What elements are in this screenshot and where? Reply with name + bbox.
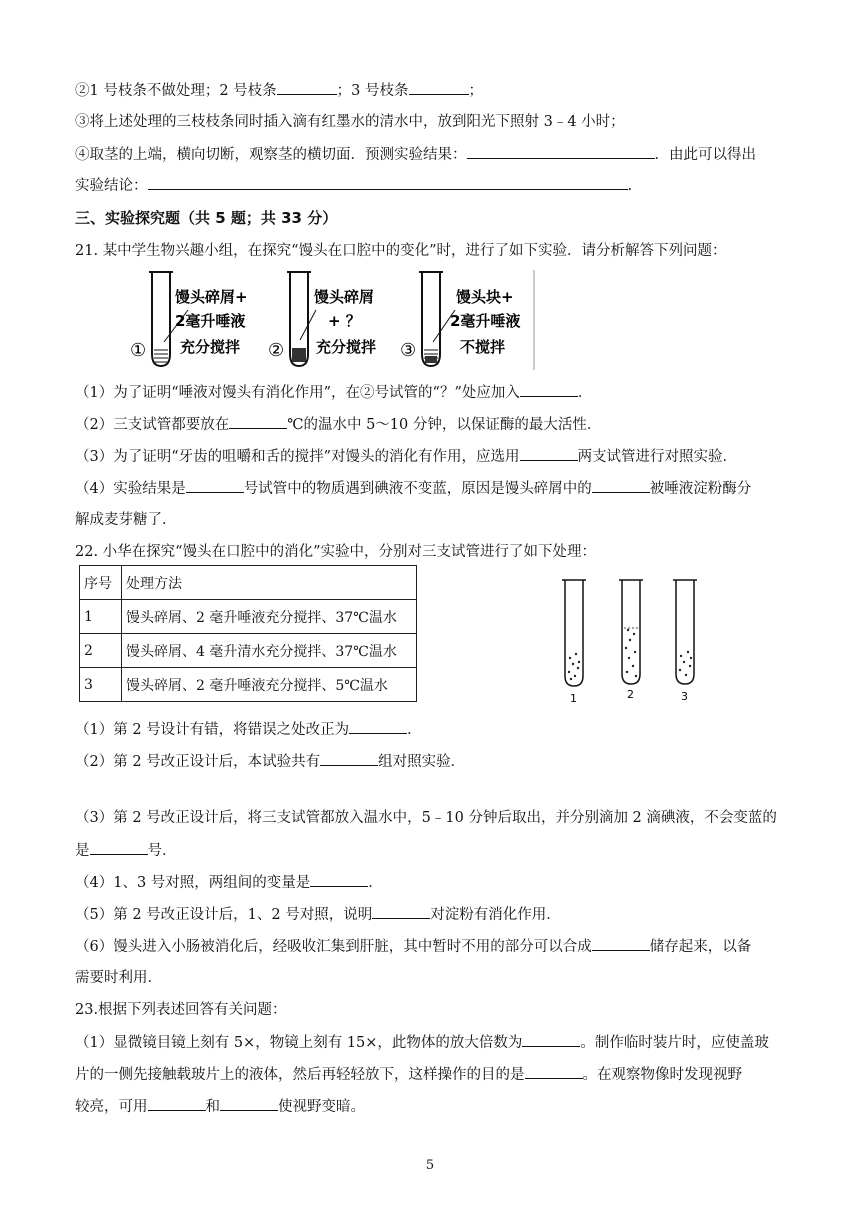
table-header-row [80,566,417,600]
step-2-line [75,80,483,101]
q22-sub-2-end: 组对照实验． [378,754,466,770]
answer-blank[interactable] [148,175,628,190]
q22-sub-5-text: （5）第 2 号改正设计后，1、2 号对照，说明 [75,907,373,923]
q23-intro: 23.根据下列表述回答有关问题： [75,1002,287,1018]
answer-blank[interactable] [320,751,378,766]
tube-label: 2 [627,688,634,701]
tube-1-label-line-2: 2毫升唾液 [175,312,246,330]
q21-sub-4-text: （4）实验结果是 [75,481,186,497]
step-4-line [75,144,756,165]
answer-blank[interactable] [220,1096,278,1111]
answer-blank[interactable] [229,414,287,429]
answer-blank[interactable] [592,936,650,951]
conclusion-line [75,175,632,196]
q21-sub-4-text-b: 号试管中的物质遇到碘液不变蓝，原因是馒头碎屑中的 [243,481,592,497]
step-4-text: ④取茎的上端，横向切断，观察茎的横切面．预测实验结果： [75,147,467,163]
q22-intro: 22. 小华在探究“馒头在口腔中的消化”实验中，分别对三支试管进行了如下处理： [75,544,596,560]
tube-1-label-line-3: 充分搅拌 [180,338,241,356]
answer-blank[interactable] [148,1096,206,1111]
q22-sub-4-text: （4）1、3 号对照，两组间的变量是 [75,875,311,891]
col-header-method: 处理方法 [122,566,417,600]
cell-method: 馒头碎屑、2 毫升唾液充分搅拌、5℃温水 [122,668,417,702]
test-tube-icon [562,580,586,686]
q21-sub-3-text: （3）为了证明“牙齿的咀嚼和舌的搅拌”对馒头的消化有作用，应选用 [75,449,520,465]
q21-intro: 21. 某中学生物兴趣小组，在探究“馒头在口腔中的变化”时，进行了如下实验．请分析解答下列问题： [75,243,727,259]
q22-sub-3: （3）第 2 号改正设计后，将三支试管都放入温水中，5﹣10 分钟后取出，并分别滴加 2 滴碘液，不会变蓝的 [75,810,777,826]
q23-line-3-text: 较亮，可用 [75,1099,148,1115]
answer-blank[interactable] [525,1064,583,1079]
q22-sub-3-cont [75,840,177,861]
page-number: 5 [425,1158,435,1173]
q21-sub-1-end: ． [577,385,593,401]
step-4-text-b: ．由此可以得出 [654,147,756,163]
q23-sub-1-text-b: 。制作临时装片时，应使盖玻 [580,1035,769,1051]
answer-blank[interactable] [467,144,655,159]
q22-sub-4 [75,872,383,893]
tube-3-label-line-3: 不搅拌 [460,338,506,356]
q21-test-tube-figure [130,270,540,370]
step-2-text: ②1 号枝条不做处理；2 号枝条 [75,83,277,99]
q21-sub-3-end: 两支试管进行对照实验． [577,449,738,465]
conclusion-label: 实验结论： [75,178,148,194]
tube-2-label-line-1: 馒头碎屑 [314,288,375,306]
q22-test-tube-figure [560,578,710,706]
q21-sub-2-text: （2）三支试管都要放在 [75,417,230,433]
tube-2-label-line-3: 充分搅拌 [316,338,377,356]
q23-sub-1 [75,1032,769,1053]
q22-sub-1 [75,719,422,740]
q22-sub-3-end: 号． [147,843,177,859]
q22-sub-6-text-b: 储存起来，以备 [649,939,752,955]
q21-sub-4 [75,478,751,499]
table-row [80,600,417,634]
answer-blank[interactable] [186,478,244,493]
q23-sub-1-line-2 [75,1064,742,1085]
cell-number: 1 [80,600,122,634]
q23-line-2-text-b: 。在观察物像时发现视野 [582,1067,742,1083]
answer-blank[interactable] [90,840,148,855]
answer-blank[interactable] [520,446,578,461]
q22-sub-3-text-b: 是 [75,843,90,859]
answer-blank[interactable] [349,719,407,734]
q22-sub-5-end: 对淀粉有消化作用． [430,907,561,923]
q22-sub-2 [75,751,465,772]
answer-blank[interactable] [310,872,368,887]
q22-sub-2-text: （2）第 2 号改正设计后，本试验共有 [75,754,321,770]
q21-sub-1 [75,382,592,403]
q22-sub-6-cont: 需要时利用． [75,970,162,986]
step-3-line: ③将上述处理的三枝枝条同时插入滴有红墨水的清水中，放到阳光下照射 3﹣4 小时； [75,114,625,130]
q23-line-2-text: 片的一侧先接触载玻片上的液体，然后再轻轻放下，这样操作的目的是 [75,1067,525,1083]
q23-sub-1-text: （1）显微镜目镜上刻有 5×，物镜上刻有 15×，此物体的放大倍数为 [75,1035,523,1051]
conclusion-end: . [627,178,633,194]
step-2-text-c: ； [468,83,484,99]
q22-sub-4-end: ． [368,875,383,891]
col-header-number: 序号 [80,566,122,600]
q22-sub-1-end: ． [407,722,422,738]
answer-blank[interactable] [409,80,469,95]
table-row [80,634,417,668]
tube-3-label-line-2: 2毫升唾液 [450,312,521,330]
tube-num: ② [268,340,285,361]
test-tube-icon [287,272,316,366]
q22-sub-6 [75,936,751,957]
section-heading: 三、实验探究题（共 5 题；共 33 分） [75,209,338,227]
tube-label: 1 [570,692,577,705]
tube-num: ① [130,340,147,361]
q22-sub-6-text: （6）馒头进入小肠被消化后，经吸收汇集到肝脏，其中暂时不用的部分可以合成 [75,939,592,955]
q23-line-3-end: 使视野变暗。 [278,1099,365,1115]
cell-method: 馒头碎屑、2 毫升唾液充分搅拌、37℃温水 [122,600,417,634]
q22-treatment-table [79,565,417,702]
tube-num: ③ [400,340,417,361]
cell-number: 2 [80,634,122,668]
answer-blank[interactable] [520,382,578,397]
cell-method: 馒头碎屑、4 毫升清水充分搅拌、37℃温水 [122,634,417,668]
step-2-text-b: ；3 号枝条 [336,83,409,99]
q21-sub-2 [75,414,601,435]
tube-1-label-line-1: 馒头碎屑+ [175,288,248,306]
q21-sub-1-text: （1）为了证明“唾液对馒头有消化作用”，在②号试管的“？”处应加入 [75,385,520,401]
q21-sub-3 [75,446,737,467]
tube-2-label-line-2: + ？ [328,312,361,330]
q21-sub-2-end: ℃的温水中 5～10 分钟，以保证酶的最大活性． [287,417,602,433]
q23-sub-1-line-3 [75,1096,365,1117]
answer-blank[interactable] [522,1032,580,1047]
cell-number: 3 [80,668,122,702]
q21-sub-4-cont: 解成麦芽糖了． [75,512,177,528]
table-row [80,668,417,702]
q22-sub-1-text: （1）第 2 号设计有错，将错误之处改正为 [75,722,350,738]
answer-blank[interactable] [592,478,650,493]
tube-label: 3 [681,690,688,703]
tube-3-label-line-1: 馒头块+ [456,288,514,306]
test-tube-icon [673,580,697,684]
q22-sub-5 [75,904,561,925]
answer-blank[interactable] [277,80,337,95]
answer-blank[interactable] [372,904,430,919]
q21-sub-4-text-c: 被唾液淀粉酶分 [649,481,752,497]
test-tube-icon [619,580,643,684]
q23-line-3-and: 和 [205,1099,220,1115]
